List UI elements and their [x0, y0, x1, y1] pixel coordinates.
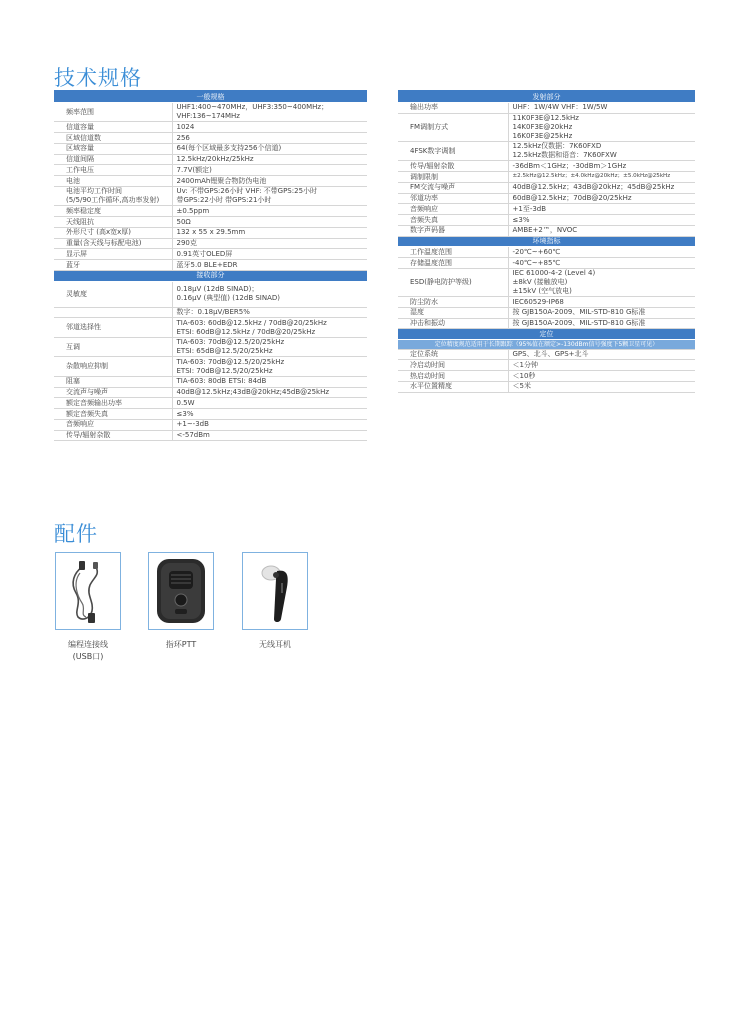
spec-value-line: 12.5kHz数据和语音：7K60FXW	[512, 151, 617, 159]
spec-key: 显示屏	[54, 249, 172, 260]
spec-value-line: 12.5kHz仅数据：7K60FXD	[512, 142, 602, 151]
spec-table-right-body	[398, 91, 695, 392]
spec-key: 外形尺寸 (高x宽x厚)	[54, 227, 172, 238]
spec-key: 输出功率	[398, 102, 508, 113]
spec-key: 信道间隔	[54, 154, 172, 165]
spec-value	[172, 154, 367, 165]
spec-value-line: GPS、北斗、GPS+北斗	[512, 350, 589, 358]
section-header-row	[54, 91, 367, 102]
spec-value-line: 按 GJB150A-2009、MIL-STD-810 G标准	[512, 308, 646, 317]
spec-row	[398, 161, 695, 172]
spec-key: 调制限制	[398, 172, 508, 183]
spec-row	[54, 307, 367, 318]
spec-row	[398, 247, 695, 258]
accessory-label	[55, 639, 121, 663]
spec-key: 数字声码器	[398, 225, 508, 236]
section-header: 定位	[398, 329, 695, 340]
spec-key: 杂散响应抑制	[54, 357, 172, 377]
spec-key: 工作温度范围	[398, 247, 508, 258]
spec-key: 湿度	[398, 307, 508, 318]
spec-row	[398, 172, 695, 183]
spec-row	[398, 307, 695, 318]
spec-row	[54, 176, 367, 187]
spec-value	[508, 297, 695, 308]
spec-value	[172, 430, 367, 441]
spec-value-line: 0.91英寸OLED屏	[176, 249, 233, 258]
spec-value-line: 256	[176, 133, 190, 142]
spec-value-line: ETSI: 70dB@12.5/20/25kHz	[176, 366, 273, 375]
spec-row	[54, 318, 367, 338]
spec-value	[172, 249, 367, 260]
spec-value-line: ±2.5kHz@12.5kHz；±4.0kHz@20kHz；±5.0kHz@25kHz	[512, 173, 671, 180]
spec-value	[508, 225, 695, 236]
spec-value	[172, 176, 367, 187]
spec-value	[172, 376, 367, 387]
spec-row	[54, 206, 367, 217]
spec-key: 区域信道数	[54, 133, 172, 144]
spec-key: ESD(静电防护等级)	[398, 268, 508, 296]
spec-key: 蓝牙	[54, 260, 172, 271]
spec-key: 交流声与噪声	[54, 387, 172, 398]
spec-value	[508, 102, 695, 113]
spec-key: 天线阻抗	[54, 217, 172, 228]
spec-row	[54, 387, 367, 398]
spec-value	[508, 381, 695, 392]
spec-value	[508, 141, 695, 161]
accessory-usb-cable	[55, 552, 121, 663]
spec-value-line: ＜1分钟	[512, 360, 538, 369]
spec-row	[398, 268, 695, 296]
spec-value-line: <-57dBm	[176, 431, 210, 439]
spec-value-line: ETSI: 60dB@12.5kHz / 70dB@20/25kHz	[176, 327, 316, 336]
spec-row	[54, 398, 367, 409]
spec-key: FM交流与噪声	[398, 182, 508, 193]
spec-value-line: 带GPS:22小时 带GPS:21小时	[176, 196, 272, 204]
spec-value-line: 11K0F3E@12.5kHz	[512, 114, 579, 122]
spec-value-line: 0.16μV (典型值) (12dB SINAD)	[176, 294, 281, 302]
spec-row	[54, 186, 367, 206]
spec-row	[54, 133, 367, 144]
section-header: 环境指标	[398, 236, 695, 247]
spec-value-line: ＜5米	[512, 382, 531, 391]
section-header-row	[398, 329, 695, 340]
note-row	[398, 340, 695, 350]
spec-key: 定位系统	[398, 349, 508, 360]
spec-table-left-body	[54, 91, 367, 441]
spec-title: 技术规格	[54, 66, 142, 90]
spec-value-line: 0.18μV (12dB SINAD)；	[176, 285, 259, 294]
note-text: 定位精度规范适用于长期跟踪（95%值在额定>-130dBm信号强度下5颗卫星可见）	[398, 340, 695, 350]
spec-value-line: UHF：1W/4W VHF：1W/5W	[512, 103, 608, 112]
spec-value-line: 60dB@12.5kHz；70dB@20/25kHz	[512, 194, 632, 202]
spec-key: 水平位置精度	[398, 381, 508, 392]
accessory-image-frame	[148, 552, 214, 630]
spec-row	[54, 238, 367, 249]
spec-value	[508, 204, 695, 215]
spec-value	[172, 357, 367, 377]
accessory-label-line: 编程连接线	[68, 640, 108, 649]
accessory-label-line: 无线耳机	[259, 640, 291, 649]
spec-value	[508, 360, 695, 371]
spec-row	[54, 102, 367, 122]
spec-value-line: ±0.5ppm	[176, 206, 210, 215]
spec-value-line: VHF:136~174MHz	[176, 112, 240, 120]
spec-key: 重量(含天线与标配电池)	[54, 238, 172, 249]
accessories-title: 配件	[54, 522, 98, 546]
spec-value-line: ±8kV (接触放电)	[512, 278, 568, 286]
spec-value-line: 64(每个区域最多支持256个信道)	[176, 144, 282, 153]
spec-value-line: ETSI: 65dB@12.5/20/25kHz	[176, 347, 273, 355]
section-header-row	[54, 270, 367, 281]
spec-value-line: ±15kV (空气放电)	[512, 286, 572, 295]
spec-key: 互调	[54, 337, 172, 357]
spec-value-line: 0.5W	[176, 398, 195, 407]
spec-key: 区域容量	[54, 143, 172, 154]
spec-row	[54, 260, 367, 271]
spec-key: 信道容量	[54, 122, 172, 133]
wireless-earpiece-icon	[243, 553, 307, 629]
spec-value-line: 50Ω	[176, 217, 191, 226]
spec-value	[172, 217, 367, 228]
spec-value	[508, 215, 695, 226]
spec-value-line: 7.7V(额定)	[176, 165, 212, 174]
accessory-image-frame	[55, 552, 121, 630]
spec-value-line: -36dBm＜1GHz；-30dBm＞1GHz	[512, 161, 627, 170]
section-header-row	[398, 236, 695, 247]
spec-value-line: TIA-603: 70dB@12.5/20/25kHz	[176, 338, 285, 347]
spec-row	[398, 182, 695, 193]
spec-value-line: TIA-603: 80dB ETSI: 84dB	[176, 377, 267, 386]
spec-row	[398, 381, 695, 392]
spec-key: 邻道功率	[398, 193, 508, 204]
spec-row	[54, 337, 367, 357]
spec-value-line: Uv: 不带GPS:26小时 VHF: 不带GPS:25小时	[176, 187, 318, 196]
spec-value	[508, 193, 695, 204]
spec-key: 热启动时间	[398, 371, 508, 382]
spec-key: 音频失真	[398, 215, 508, 226]
spec-value-line: 290克	[176, 239, 197, 247]
spec-row	[398, 360, 695, 371]
spec-value	[172, 419, 367, 430]
spec-key: 阻塞	[54, 376, 172, 387]
spec-value-line: 132 x 55 x 29.5mm	[176, 228, 246, 237]
spec-value	[172, 238, 367, 249]
spec-value	[508, 307, 695, 318]
spec-value	[172, 102, 367, 122]
spec-value-line: 16K0F3E@25kHz	[512, 131, 573, 140]
spec-row	[398, 258, 695, 269]
spec-value-line: 按 GJB150A-2009、MIL-STD-810 G标准	[512, 319, 646, 327]
spec-key: 额定音频失真	[54, 409, 172, 420]
spec-value	[172, 307, 367, 318]
spec-value-line: 2400mAh锂聚合物防伪电池	[176, 176, 267, 185]
spec-value-line: 40dB@12.5kHz；43dB@20kHz；45dB@25kHz	[512, 183, 675, 192]
spec-value	[508, 161, 695, 172]
spec-row	[398, 102, 695, 113]
spec-value-line: +1至-3dB	[512, 204, 547, 213]
spec-key: 冷启动时间	[398, 360, 508, 371]
accessory-label-line: 指环PTT	[165, 640, 197, 649]
spec-value	[172, 337, 367, 357]
spec-row	[54, 122, 367, 133]
spec-value-line: -40℃~+85℃	[512, 258, 561, 267]
spec-row	[398, 141, 695, 161]
section-header-row	[398, 91, 695, 102]
spec-row	[54, 249, 367, 260]
spec-row	[398, 113, 695, 141]
spec-key: 灵敏度	[54, 281, 172, 307]
spec-row	[398, 349, 695, 360]
spec-value	[172, 122, 367, 133]
spec-key: 防尘防水	[398, 297, 508, 308]
spec-value-line: ≤3%	[512, 215, 530, 224]
spec-value-line: ＜10秒	[512, 371, 536, 380]
spec-key: 传导/辐射杂散	[54, 430, 172, 441]
spec-value	[172, 133, 367, 144]
spec-key: 电池	[54, 176, 172, 187]
spec-value-line: UHF1:400~470MHz，UHF3:350~400MHz；	[176, 103, 329, 112]
spec-value-line: 12.5kHz/20kHz/25kHz	[176, 155, 254, 163]
spec-value	[172, 281, 367, 307]
spec-value	[172, 227, 367, 238]
spec-key	[54, 307, 172, 318]
spec-value-line: 数字：0.18μV/BER5%	[176, 308, 250, 316]
accessory-label	[148, 639, 214, 651]
accessory-image-frame	[242, 552, 308, 630]
usb-cable-icon	[56, 553, 120, 629]
spec-value	[508, 113, 695, 141]
spec-value-line: 40dB@12.5kHz;43dB@20kHz;45dB@25kHz	[176, 388, 330, 396]
spec-key: 存储温度范围	[398, 258, 508, 269]
accessory-label-line: (USB口)	[72, 652, 104, 661]
accessory-ring-ptt	[148, 552, 214, 651]
spec-row	[54, 217, 367, 228]
spec-value	[172, 186, 367, 206]
spec-value	[172, 398, 367, 409]
section-header: 接收部分	[54, 270, 367, 281]
spec-key: 额定音频输出功率	[54, 398, 172, 409]
spec-value	[172, 318, 367, 338]
spec-value	[508, 247, 695, 258]
spec-row	[54, 419, 367, 430]
spec-row	[54, 357, 367, 377]
spec-row	[398, 204, 695, 215]
spec-key: 频率范围	[54, 102, 172, 122]
spec-value	[508, 258, 695, 269]
spec-key: 传导/辐射杂散	[398, 161, 508, 172]
spec-row	[54, 409, 367, 420]
spec-key: 电池平均工作时间 (5/5/90工作循环,高功率发射)	[54, 186, 172, 206]
spec-value-line: 蓝牙5.0 BLE+EDR	[176, 260, 238, 269]
spec-value	[508, 182, 695, 193]
spec-value-line: +1~-3dB	[176, 420, 209, 429]
spec-row	[54, 227, 367, 238]
spec-table-left	[54, 90, 367, 441]
spec-value	[172, 260, 367, 271]
spec-row	[54, 281, 367, 307]
spec-row	[54, 165, 367, 176]
spec-value-line: ≤3%	[176, 409, 194, 418]
spec-key: 频率稳定度	[54, 206, 172, 217]
spec-value	[508, 318, 695, 329]
spec-value-line: IEC 61000-4-2 (Level 4)	[512, 269, 596, 278]
spec-value	[508, 268, 695, 296]
spec-value-line: IEC60529-IP68	[512, 297, 564, 306]
spec-value-line: AMBE+2™，NVOC	[512, 226, 578, 235]
spec-row	[54, 143, 367, 154]
accessory-label	[242, 639, 308, 651]
spec-row	[54, 154, 367, 165]
spec-key: 4FSK数字调制	[398, 141, 508, 161]
spec-value	[172, 409, 367, 420]
spec-value-line: TIA-603: 70dB@12.5/20/25kHz	[176, 357, 285, 366]
spec-row	[398, 193, 695, 204]
section-header: 一般规格	[54, 91, 367, 102]
ring-ptt-icon	[149, 553, 213, 629]
spec-row	[54, 376, 367, 387]
spec-key: FM调制方式	[398, 113, 508, 141]
spec-row	[398, 215, 695, 226]
spec-key: 音频响应	[398, 204, 508, 215]
accessory-earpiece	[242, 552, 308, 651]
spec-value-line: 1024	[176, 122, 195, 131]
spec-value	[172, 143, 367, 154]
spec-row	[398, 225, 695, 236]
spec-table-right	[398, 90, 695, 393]
spec-key: 工作电压	[54, 165, 172, 176]
spec-value	[172, 165, 367, 176]
spec-value	[172, 387, 367, 398]
spec-value	[172, 206, 367, 217]
spec-value	[508, 349, 695, 360]
section-header: 发射部分	[398, 91, 695, 102]
spec-value-line: -20℃~+60℃	[512, 247, 561, 256]
spec-row	[398, 371, 695, 382]
spec-value	[508, 371, 695, 382]
spec-row	[54, 430, 367, 441]
spec-key: 音频响应	[54, 419, 172, 430]
spec-key: 冲击和振动	[398, 318, 508, 329]
spec-value	[508, 172, 695, 183]
spec-key: 邻道选择性	[54, 318, 172, 338]
spec-row	[398, 297, 695, 308]
spec-value-line: TIA-603: 60dB@12.5kHz / 70dB@20/25kHz	[176, 318, 327, 327]
spec-row	[398, 318, 695, 329]
spec-value-line: 14K0F3E@20kHz	[512, 122, 573, 131]
